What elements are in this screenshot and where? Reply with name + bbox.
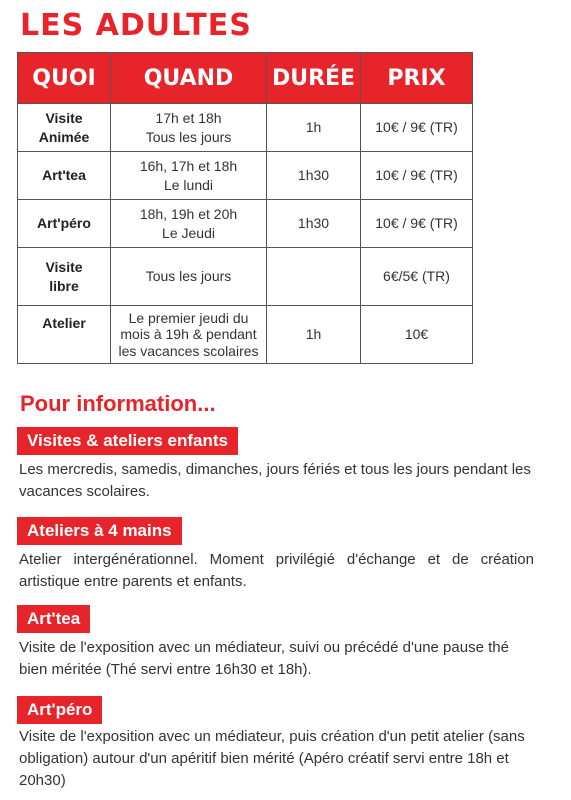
table-row: [18, 248, 473, 306]
row-schedule-line: 16h, 17h et 18h: [139, 158, 238, 175]
row-schedule: [111, 306, 267, 364]
row-duration: [267, 248, 361, 306]
row-schedule-line: Le lundi: [163, 176, 214, 193]
row-activity: [18, 306, 111, 364]
row-price: 10€: [361, 306, 473, 364]
row-schedule-line: mois à 19h & pendant: [120, 326, 257, 343]
table-header-row: [18, 53, 473, 104]
table-row: [18, 152, 473, 200]
row-schedule-line: Le Jeudi: [162, 224, 215, 241]
table-row: [18, 104, 473, 152]
section-text-kids: Les mercredis, samedis, dimanches, jours fériés et tous les jours pendant les vacances scolaires.: [19, 461, 531, 500]
row-activity: [18, 152, 111, 200]
row-schedule: [111, 248, 267, 306]
row-price: 10€ / 9€ (TR): [361, 104, 473, 152]
row-activity-line: Animée: [38, 128, 90, 145]
row-schedule: [111, 200, 267, 248]
row-duration: 1h30: [267, 200, 361, 248]
section-label-artpero: Art'péro: [17, 696, 102, 724]
section-label-kids: Visites & ateliers enfants: [17, 427, 238, 455]
row-schedule-line: Le premier jeudi du: [128, 310, 249, 327]
row-schedule-line: 17h et 18h: [155, 110, 222, 127]
row-activity-line: Art'tea: [42, 167, 86, 184]
section-text-4-mains: Atelier intergénérationnel. Moment privilégié d'échange et de création artistique entre parents et enfants.: [19, 551, 534, 590]
row-price: 6€/5€ (TR): [361, 248, 473, 306]
row-activity-line: Art'péro: [37, 215, 91, 232]
table-row: [18, 200, 473, 248]
section-text-arttea: Visite de l'exposition avec un médiateur, suivi ou précédé d'une pause thé bien méritée (Thé servi entre 16h30 et 18h).: [19, 639, 509, 678]
row-duration: 1h: [267, 104, 361, 152]
row-schedule-line: Tous les jours: [145, 128, 232, 145]
row-activity: [18, 248, 111, 306]
column-header-duree: DURÉE: [267, 53, 361, 104]
section-text-artpero: Visite de l'exposition avec un médiateur, puis création d'un petit atelier (sans obligation) autour d'un apéritif bien mérité (Apéro créatif servi entre 18h et 20h30): [19, 728, 525, 789]
column-header-prix: PRIX: [361, 53, 473, 104]
row-activity: [18, 104, 111, 152]
row-duration: 1h: [267, 306, 361, 364]
row-schedule: [111, 152, 267, 200]
row-schedule-line: 18h, 19h et 20h: [139, 206, 238, 223]
column-header-quand: QUAND: [111, 53, 267, 104]
page-title: LES ADULTES: [20, 8, 252, 43]
column-header-quoi: QUOI: [18, 53, 111, 104]
row-activity-line: Visite: [45, 110, 83, 127]
row-activity: [18, 200, 111, 248]
table-row: [18, 306, 473, 364]
row-schedule-line: les vacances scolaires: [118, 342, 259, 359]
schedule-table: [17, 52, 473, 364]
row-duration: 1h30: [267, 152, 361, 200]
row-activity-line: Visite: [45, 259, 83, 276]
info-heading: Pour information...: [20, 391, 216, 416]
row-schedule: [111, 104, 267, 152]
row-activity-line: libre: [49, 277, 79, 294]
section-label-arttea: Art'tea: [17, 605, 90, 633]
section-label-4-mains: Ateliers à 4 mains: [17, 517, 182, 545]
row-schedule-line: Tous les jours: [145, 268, 232, 285]
row-price: 10€ / 9€ (TR): [361, 200, 473, 248]
row-price: 10€ / 9€ (TR): [361, 152, 473, 200]
row-activity-line: Atelier: [42, 315, 86, 331]
